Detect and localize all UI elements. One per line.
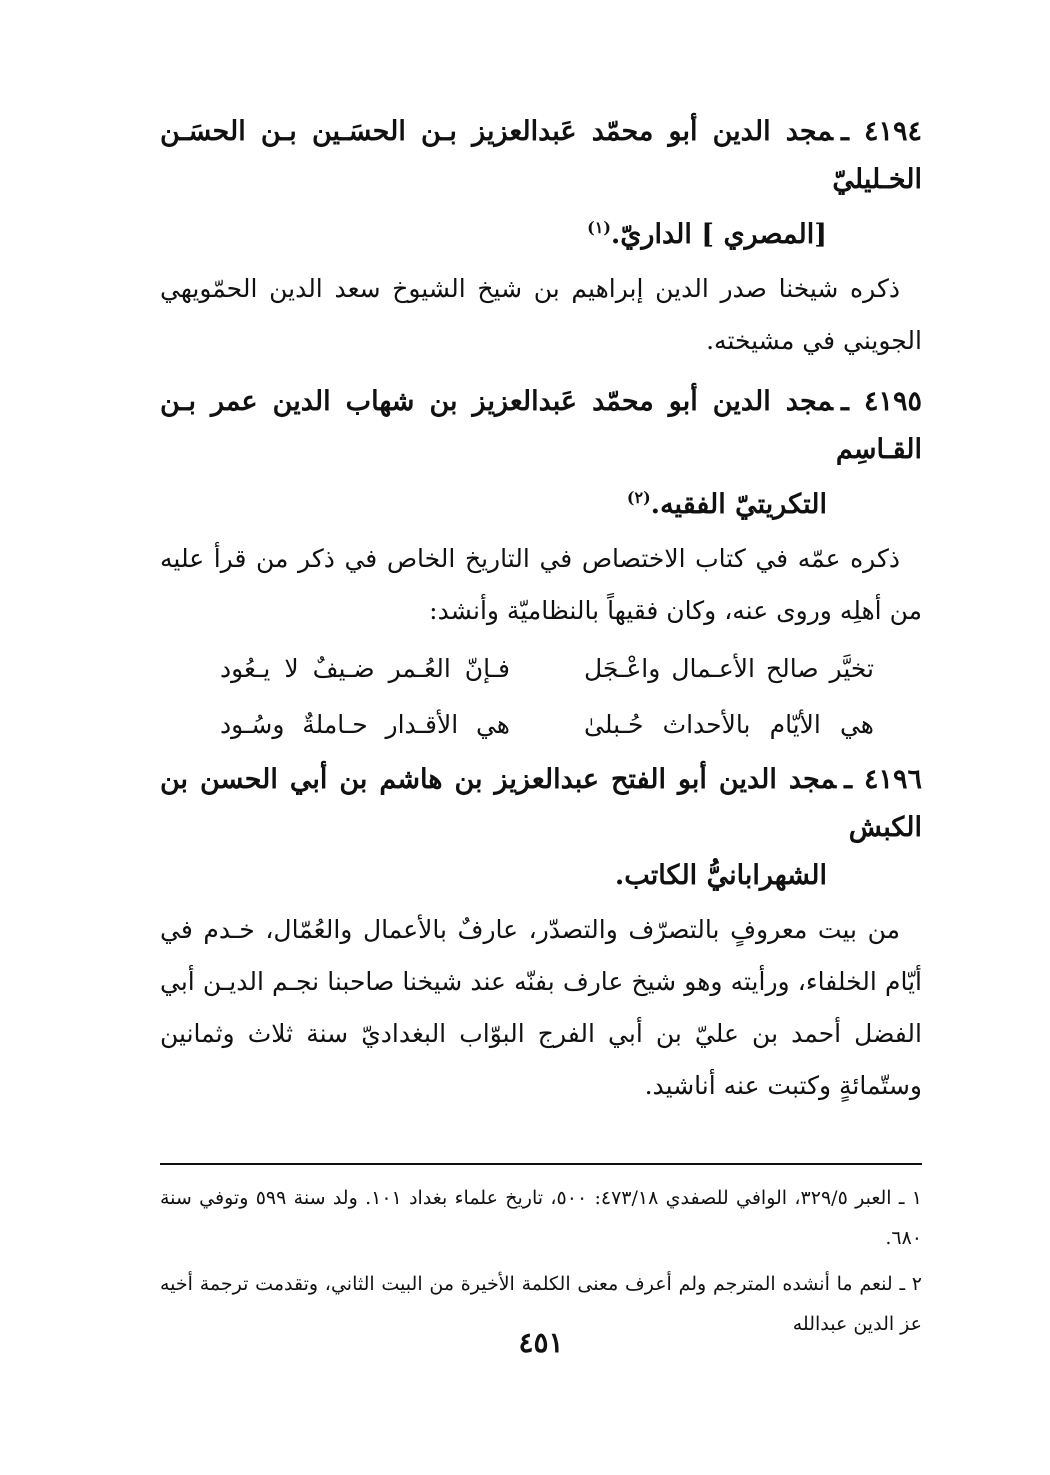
page-number: ٤٥١ bbox=[518, 1326, 564, 1359]
book-page bbox=[160, 108, 922, 1448]
entry-heading-line2: الشهرابانيُّ الكاتب. bbox=[614, 860, 827, 891]
entry-heading bbox=[160, 378, 922, 529]
entry-number: ٤١٩٥ ـ bbox=[841, 386, 922, 417]
entry-number: ٤١٩٤ ـ bbox=[840, 116, 923, 147]
entry-heading-line1: مجد الدين أبو محمّد عَبدالعزيز بن شهاب الدين عمر بـن القـاسِم bbox=[160, 386, 922, 465]
entry-heading bbox=[160, 108, 922, 259]
entry-body: من بيت معروفٍ بالتصرّف والتصدّر، عارفٌ بالأعمال والعُمّال، خـدم في أيّام الخلفاء، ورأيته وهو شيخ عارف بفنّه عند شيخنا صاحبنا نجـم الديـن أبي الفضل أحمد بن عليّ بن أبي الفرج البوّاب البغداديّ سنة ثلاث وثمانين وستّمائةٍ وكتبت عنه أناشيد. bbox=[160, 915, 922, 1100]
entry-number: ٤١٩٦ ـ bbox=[844, 764, 922, 795]
entry-heading-line1: مجد الدين أبو محمّد عَبدالعزيز بـن الحسَـين بـن الحسَـن الخـليليّ bbox=[160, 116, 922, 195]
entry-body: ذكره عمّه في كتاب الاختصاص في التاريخ الخاص في ذكر من قرأ عليه من أهلِه وروى عنه، وكان فقيهاً بالنظاميّة وأنشد: bbox=[160, 544, 922, 625]
verse-second-hemistich: هي الأقـدار حـاملةٌ وسُـود bbox=[220, 710, 510, 739]
verse-second-hemistich: فـإنّ العُـمر ضـيفٌ لا يـعُود bbox=[220, 654, 510, 683]
footnote-ref-2[interactable]: (٢) bbox=[626, 488, 651, 507]
verse-first-hemistich: هي الأيّام بالأحداث حُـبلىٰ bbox=[584, 710, 874, 739]
entry-heading-line2: التكريتيّ الفقيه. bbox=[650, 489, 827, 520]
poem-verse bbox=[160, 697, 922, 753]
footnote-1: ١ ـ العبر ٣٢٩/٥، الوافي للصفدي ٤٧٣/١٨: ٥٠٠، تاريخ علماء بغداد ١٠١. ولد سنة ٥٩٩ وتوفي سنة ٦٨٠. bbox=[160, 1187, 923, 1249]
footnote-2: ٢ ـ لنعم ما أنشده المترجم ولم أعرف معنى الكلمة الأخيرة من البيت الثاني، وتقدمت ترجمة أخيه عز الدين عبدالله bbox=[160, 1273, 922, 1335]
entry-4196 bbox=[160, 756, 922, 1112]
entry-heading bbox=[160, 756, 922, 900]
entry-4194 bbox=[160, 108, 922, 367]
footnote-ref-1[interactable]: (١) bbox=[587, 218, 611, 237]
entry-4195 bbox=[160, 378, 922, 753]
footnote-divider bbox=[160, 1163, 922, 1165]
poem bbox=[160, 641, 922, 753]
verse-first-hemistich: تخيَّر صالح الأعـمال واعْـجَل bbox=[584, 654, 874, 683]
entry-body: ذكره شيخنا صدر الدين إبراهيم بن شيخ الشيوخ سعد الدين الحمّويهي الجويني في مشيخته. bbox=[160, 274, 922, 355]
entry-heading-line2: [المصري ] الداريّ. bbox=[610, 219, 827, 250]
footnotes bbox=[160, 1178, 922, 1350]
poem-verse bbox=[160, 641, 922, 697]
entry-heading-line1: مجد الدين أبو الفتح عبدالعزيز بن هاشم بن أبي الحسن بن الكبش bbox=[160, 764, 922, 843]
